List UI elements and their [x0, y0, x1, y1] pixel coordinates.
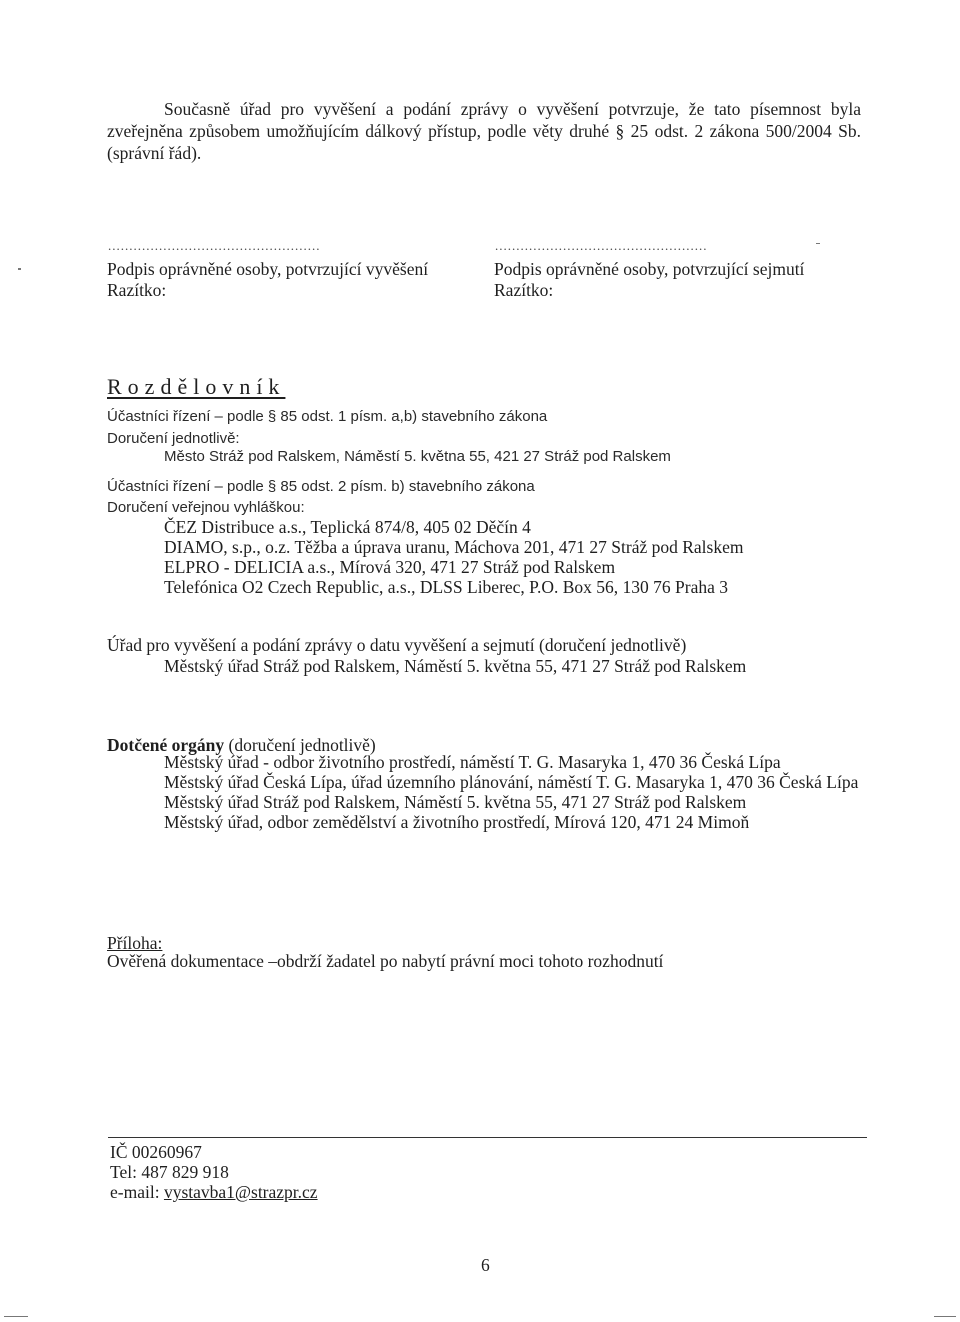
authority-item: Městský úřad Stráž pod Ralskem, Náměstí 5. května 55, 471 27 Stráž pod Ralskem	[164, 792, 747, 812]
group2-item: ČEZ Distribuce a.s., Teplická 874/8, 405 02 Děčín 4	[164, 517, 531, 537]
scan-mark	[934, 1316, 956, 1317]
group2-delivery: Doručení veřejnou vyhláškou:	[107, 499, 305, 516]
office-title: Úřad pro vyvěšení a podání zprávy o datu vyvěšení a sejmutí (doručení jednotlivě)	[107, 635, 687, 655]
attachment-text: Ověřená dokumentace –obdrží žadatel po nabytí právní moci tohoto rozhodnutí	[107, 951, 664, 971]
signature-line-right: ..................................................	[495, 238, 708, 253]
group2-title: Účastníci řízení – podle § 85 odst. 2 písm. b) stavebního zákona	[107, 478, 535, 495]
distribution-heading: Rozdělovník	[107, 374, 286, 399]
attachment-label: Příloha:	[107, 933, 163, 953]
group1-title: Účastníci řízení – podle § 85 odst. 1 písm. a,b) stavebního zákona	[107, 408, 548, 425]
office-item: Městský úřad Stráž pod Ralskem, Náměstí 5. května 55, 471 27 Stráž pod Ralskem	[164, 656, 747, 676]
authority-item: Městský úřad - odbor životního prostředí, náměstí T. G. Masaryka 1, 470 36 Česká Lípa	[164, 752, 781, 772]
page-number: 6	[481, 1255, 490, 1275]
scan-speck	[816, 243, 820, 244]
group1-item: Město Stráž pod Ralskem, Náměstí 5. května 55, 421 27 Stráž pod Ralskem	[164, 448, 671, 465]
footer-ic: IČ 00260967	[110, 1142, 202, 1162]
intro-line-1: Současně úřad pro vyvěšení a podání zprávy o vyvěšení potvrzuje, že tato písemnost byla	[164, 99, 861, 119]
group2-item: Telefónica O2 Czech Republic, a.s., DLSS Liberec, P.O. Box 56, 130 76 Praha 3	[164, 577, 729, 597]
authority-item: Městský úřad, odbor zemědělství a životního prostředí, Mírová 120, 471 24 Mimoň	[164, 812, 750, 832]
authorities-title-bold: Dotčené orgány	[107, 735, 225, 755]
group1-delivery: Doručení jednotlivě:	[107, 430, 240, 447]
intro-line-2: zveřejněna způsobem umožňujícím dálkový přístup, podle věty druhé § 25 odst. 2 zákona 500/2004 Sb.	[107, 121, 861, 141]
group2-item: ELPRO - DELICIA a.s., Mírová 320, 471 27 Stráž pod Ralskem	[164, 557, 616, 577]
footer-email-link[interactable]: vystavba1@strazpr.cz	[163, 1182, 318, 1202]
scan-mark	[4, 1316, 28, 1317]
scan-speck	[18, 268, 21, 270]
intro-line-3: (správní řád).	[107, 143, 202, 163]
stamp-label-left: Razítko:	[107, 280, 167, 300]
group2-item: DIAMO, s.p., o.z. Těžba a úprava uranu, Máchova 201, 471 27 Stráž pod Ralskem	[164, 537, 744, 557]
signature-label-right: Podpis oprávněné osoby, potvrzující sejmutí	[494, 259, 805, 279]
footer-email-label: e-mail:	[110, 1182, 164, 1202]
signature-label-left: Podpis oprávněné osoby, potvrzující vyvěšení	[107, 259, 429, 279]
footer-email-line	[110, 1181, 318, 1203]
authorities-title-rest: (doručení jednotlivě)	[224, 735, 376, 755]
footer-tel: Tel: 487 829 918	[110, 1162, 229, 1182]
authority-item: Městský úřad Česká Lípa, úřad územního plánování, náměstí T. G. Masaryka 1, 470 36 Česká Lípa	[164, 772, 859, 792]
stamp-label-right: Razítko:	[494, 280, 554, 300]
signature-line-left: ..................................................	[108, 238, 321, 253]
footer-divider	[108, 1137, 867, 1138]
